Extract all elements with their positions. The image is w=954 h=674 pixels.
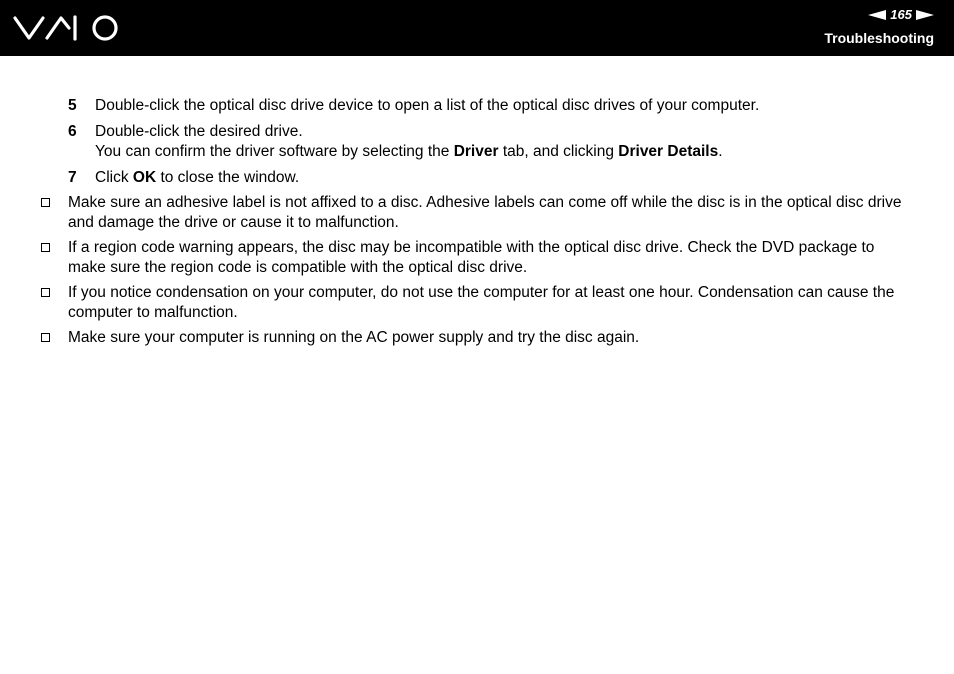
bullet-line: Make sure an adhesive label is not affixed to a disc. Adhesive labels can come off while the disc is in the optical disc drive: [68, 194, 902, 211]
step-number: 7: [68, 169, 77, 186]
arrow-right-icon[interactable]: [916, 10, 934, 20]
step-text: Double-click the optical disc drive device to open a list of the optical disc drives of your computer.: [95, 97, 760, 114]
bullet-line: Make sure your computer is running on the AC power supply and try the disc again.: [68, 329, 640, 346]
text-run: .: [718, 143, 723, 160]
step-number: 6: [68, 123, 77, 140]
bullet-line: and damage the drive or cause it to malfunction.: [68, 214, 399, 231]
bullet-line: computer to malfunction.: [68, 304, 238, 321]
checkbox-bullet-icon: [41, 333, 50, 342]
step-number: 5: [68, 97, 77, 114]
step-line: [95, 142, 925, 162]
bullet-text: [68, 283, 916, 323]
page-number: 165: [890, 7, 912, 22]
page-navigation: [868, 6, 934, 24]
checkbox-bullet-icon: [41, 243, 50, 252]
bullet-text: [68, 328, 916, 348]
step-text: [95, 122, 925, 162]
section-title: Troubleshooting: [824, 30, 934, 46]
arrow-left-icon[interactable]: [868, 10, 886, 20]
bullet-text: [68, 238, 916, 278]
checkbox-bullet-icon: [41, 198, 50, 207]
bullet-line: make sure the region code is compatible with the optical disc drive.: [68, 259, 528, 276]
step-text: [95, 168, 925, 188]
bullet-line: If a region code warning appears, the disc may be incompatible with the optical disc drive. Check the DVD package to: [68, 239, 875, 256]
page-header: [0, 0, 954, 56]
step-line: Double-click the desired drive.: [95, 123, 303, 140]
text-run: to close the window.: [156, 169, 300, 186]
text-run: tab, and clicking: [498, 143, 619, 160]
text-run-bold: OK: [132, 169, 157, 186]
text-run: You can confirm the driver software by selecting the: [95, 143, 454, 160]
text-run-bold: Driver: [453, 143, 499, 160]
bullet-text: [68, 193, 916, 233]
text-run: Click: [95, 169, 133, 186]
bullet-line: If you notice condensation on your computer, do not use the computer for at least one hour. Condensation can cause the: [68, 284, 895, 301]
checkbox-bullet-icon: [41, 288, 50, 297]
vaio-logo: [13, 14, 121, 42]
text-run-bold: Driver Details: [618, 143, 719, 160]
